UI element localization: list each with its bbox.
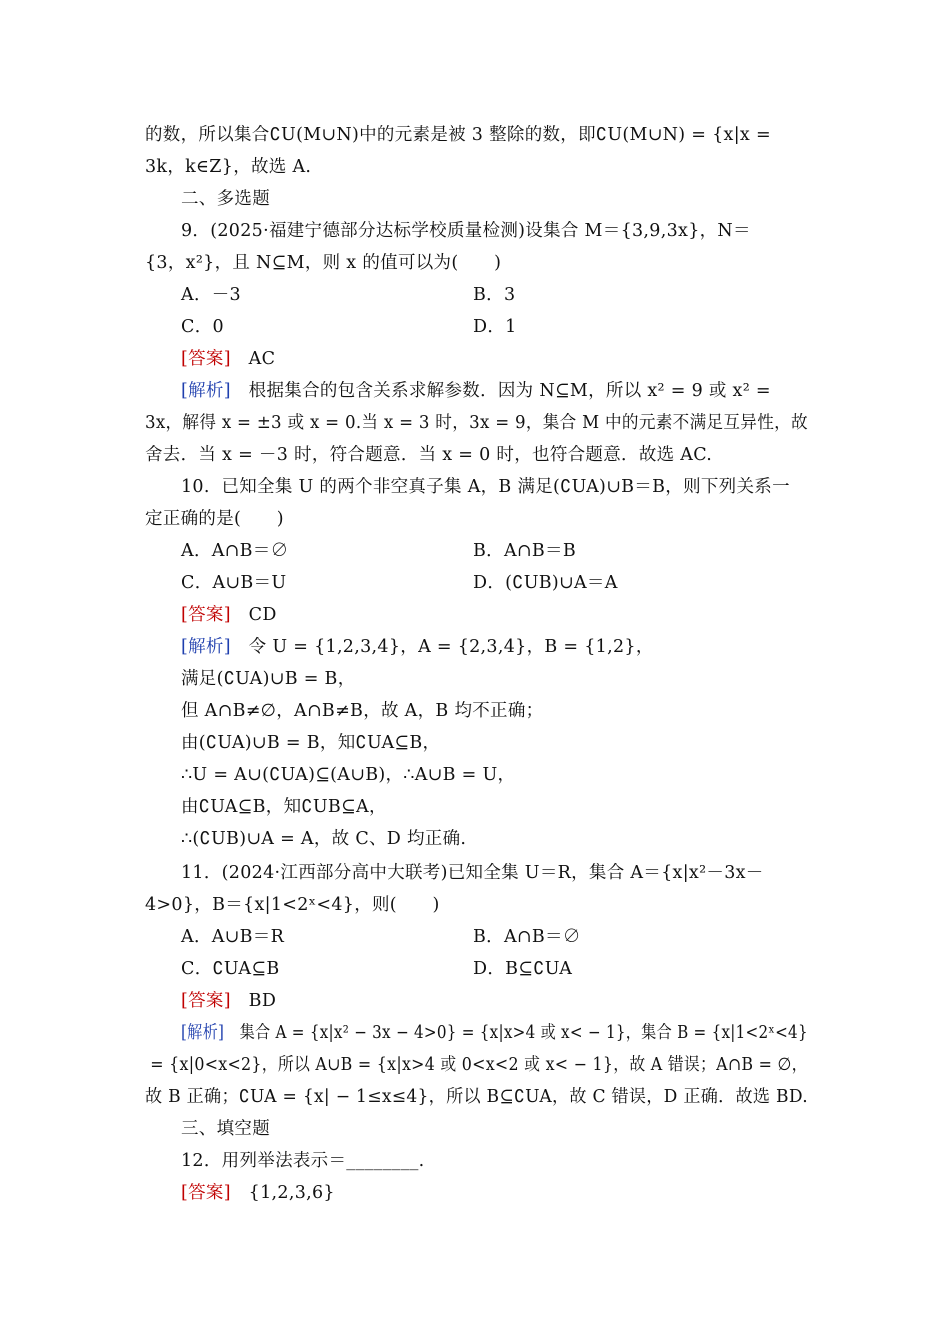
answer-value: {1,2,3,6} bbox=[248, 1183, 335, 1203]
question-11-stem: 11．(2024·江西部分高中大联考)已知全集 U＝R，集合 A＝{x|x²－3x－ bbox=[181, 863, 764, 883]
text-line: 的数，所以集合∁U(M∪N)中的元素是被 3 整除的数，即∁U(M∪N) = {x|x = bbox=[145, 125, 771, 145]
option-b: B．A∩B＝∅ bbox=[473, 927, 581, 947]
analysis-text: 集合 A = {x|x² − 3x − 4>0} = {x|x>4 或 x< − 1}，集合 B = {x|1<2ˣ<4} bbox=[239, 1023, 808, 1043]
analysis-line bbox=[181, 1022, 808, 1044]
answer-tag: [答案] bbox=[181, 991, 231, 1011]
option-d: D．(∁UB)∪A＝A bbox=[473, 573, 618, 593]
option-c: C．0 bbox=[181, 317, 224, 337]
analysis-text: ∴(∁UB)∪A = A，故 C、D 均正确. bbox=[181, 829, 467, 849]
answer-value: CD bbox=[248, 605, 277, 625]
section-heading: 三、填空题 bbox=[181, 1119, 270, 1139]
answer-line bbox=[181, 1182, 335, 1204]
option-d: D．B⊆∁UA bbox=[473, 959, 573, 979]
analysis-text: 根据集合的包含关系求解参数．因为 N⊆M，所以 x² = 9 或 x² = bbox=[248, 381, 771, 401]
option-c: C．∁UA⊆B bbox=[181, 959, 280, 979]
answer-line bbox=[181, 348, 275, 370]
option-b: B．3 bbox=[473, 285, 516, 305]
answer-line bbox=[181, 604, 277, 626]
analysis-text: = {x|0<x<2}，所以 A∪B = {x|x>4 或 0<x<2 或 x< − 1}，故 A 错误；A∩B = ∅， bbox=[145, 1055, 808, 1075]
analysis-text: 故 B 正确；∁UA = {x| − 1≤x≤4}，所以 B⊆∁UA，故 C 错误，D 正确．故选 BD. bbox=[145, 1087, 808, 1107]
answer-tag: [答案] bbox=[181, 605, 231, 625]
analysis-tag: [解析] bbox=[181, 637, 231, 657]
analysis-line bbox=[181, 636, 654, 658]
question-11-stem: 4>0}，B＝{x|1<2ˣ<4}，则( ) bbox=[145, 895, 440, 915]
analysis-text: ∴U = A∪(∁UA)⊆(A∪B)，∴A∪B = U， bbox=[181, 765, 516, 785]
question-9-stem: {3，x²}，且 N⊆M，则 x 的值可以为( ) bbox=[145, 253, 502, 273]
option-c: C．A∪B＝U bbox=[181, 573, 287, 593]
answer-value: BD bbox=[248, 991, 277, 1011]
option-a: A．A∪B＝R bbox=[181, 927, 285, 947]
analysis-text: 由(∁UA)∪B = B，知∁UA⊆B， bbox=[181, 733, 441, 753]
question-9-stem: 9．(2025·福建宁德部分达标学校质量检测)设集合 M＝{3,9,3x}，N＝ bbox=[181, 221, 751, 241]
option-b: B．A∩B＝B bbox=[473, 541, 576, 561]
answer-tag: [答案] bbox=[181, 349, 231, 369]
analysis-line bbox=[181, 380, 771, 402]
option-d: D．1 bbox=[473, 317, 517, 337]
section-heading: 二、多选题 bbox=[181, 189, 270, 209]
analysis-tag: [解析] bbox=[181, 1023, 225, 1043]
analysis-text: 满足(∁UA)∪B = B， bbox=[181, 669, 356, 689]
question-12-stem: 12．用列举法表示＝________. bbox=[181, 1151, 425, 1171]
answer-value: AC bbox=[248, 349, 276, 369]
answer-line bbox=[181, 990, 276, 1012]
answer-tag: [答案] bbox=[181, 1183, 231, 1203]
analysis-text: 3x，解得 x = ±3 或 x = 0.当 x = 3 时，3x = 9，集合 M 中的元素不满足互异性，故 bbox=[145, 413, 808, 433]
question-10-stem: 定正确的是( ) bbox=[145, 509, 284, 529]
option-a: A．A∩B＝∅ bbox=[181, 541, 289, 561]
option-a: A．－3 bbox=[181, 285, 241, 305]
analysis-tag: [解析] bbox=[181, 381, 231, 401]
analysis-text: 舍去．当 x = －3 时，符合题意．当 x = 0 时，也符合题意．故选 AC. bbox=[145, 445, 713, 465]
text-line: 3k，k∈Z}，故选 A. bbox=[145, 157, 312, 177]
analysis-text: 由∁UA⊆B，知∁UB⊆A， bbox=[181, 797, 387, 817]
analysis-text: 但 A∩B≠∅，A∩B≠B，故 A，B 均不正确； bbox=[181, 701, 544, 721]
analysis-text: 令 U = {1,2,3,4}，A = {2,3,4}，B = {1,2}， bbox=[248, 637, 654, 657]
question-10-stem: 10. 已知全集 U 的两个非空真子集 A，B 满足(∁UA)∪B＝B，则下列关系一 bbox=[181, 477, 790, 497]
